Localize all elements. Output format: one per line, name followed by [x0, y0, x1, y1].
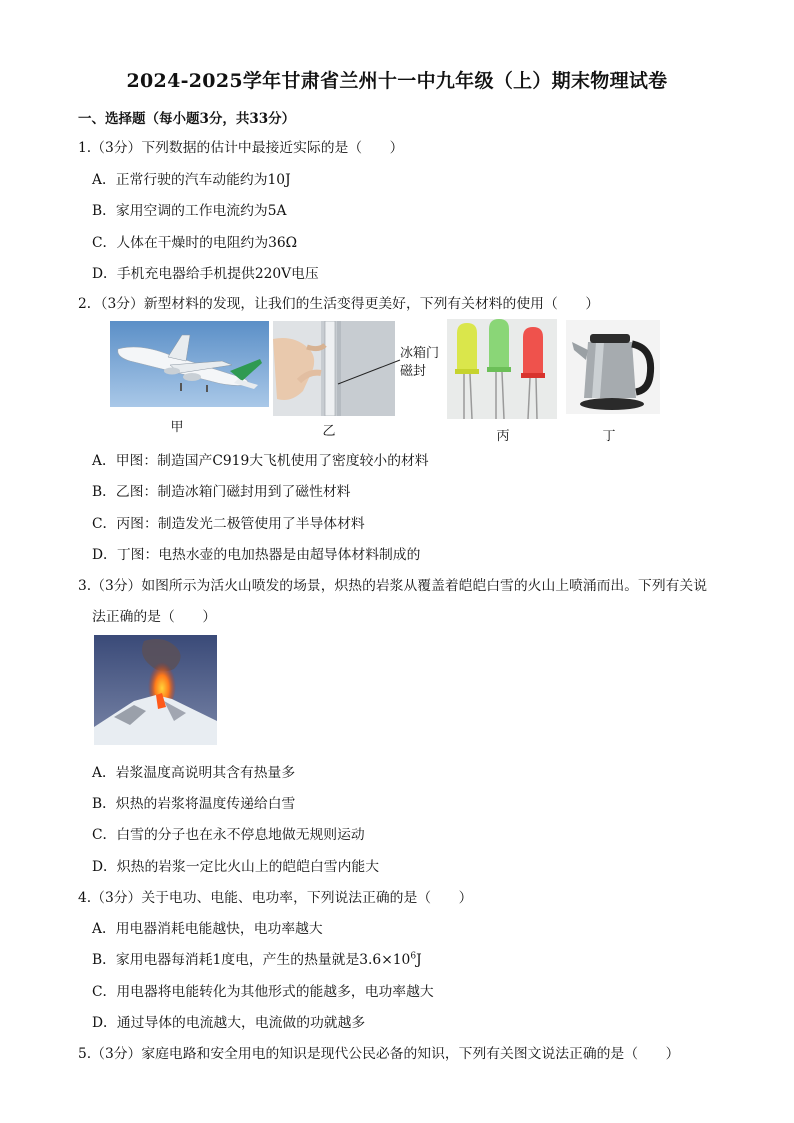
- question-1-option-d: D．手机充电器给手机提供220V电压: [92, 266, 319, 282]
- question-4-option-a: A．用电器消耗电能越快，电功率越大: [92, 921, 323, 937]
- question-4-option-c: C．用电器将电能转化为其他形式的能越多，电功率越大: [92, 984, 434, 1000]
- question-1-option-b: B．家用空调的工作电流约为5A: [92, 203, 287, 219]
- kettle-image: [566, 320, 660, 414]
- question-4-option-d: D．通过导体的电流越大，电流做的功就越多: [92, 1015, 366, 1031]
- question-3-option-d: D．炽热的岩浆一定比火山上的皑皑白雪内能大: [92, 859, 379, 875]
- question-2-option-c: C．丙图：制造发光二极管使用了半导体材料: [92, 516, 365, 532]
- question-3-stem-line-2: 法正确的是（ ）: [92, 609, 217, 625]
- question-3-option-c: C．白雪的分子也在永不停息地做无规则运动: [92, 827, 365, 843]
- question-4-option-b-text: B．家用电器每消耗1度电，产生的热量就是3.6×10: [92, 952, 411, 968]
- section-heading: 一、选择题（每小题3分，共33分）: [78, 111, 296, 127]
- caption-ding: 丁: [602, 429, 616, 444]
- page-title: 2024-2025学年甘肃省兰州十一中九年级（上）期末物理试卷: [126, 70, 668, 92]
- question-4-option-b-exponent: 6: [410, 951, 417, 962]
- question-2-option-d: D．丁图：电热水壶的电加热器是由超导体材料制成的: [92, 547, 421, 563]
- caption-bing: 丙: [496, 429, 510, 444]
- question-3-option-a: A．岩浆温度高说明其含有热量多: [92, 765, 296, 781]
- led-image: [447, 319, 557, 419]
- question-3-stem-line-1: 3.（3分）如图所示为活火山喷发的场景，炽热的岩浆从覆盖着皑皑白雪的火山上喷涌而出。下列有关说: [78, 578, 708, 594]
- question-4-option-b-unit: J: [416, 952, 422, 968]
- callout-leader-line: [336, 356, 402, 386]
- question-5-stem: 5.（3分）家庭电路和安全用电的知识是现代公民必备的知识，下列有关图文说法正确的是（ ）: [78, 1046, 680, 1062]
- question-2-option-b: B．乙图：制造冰箱门磁封用到了磁性材料: [92, 484, 351, 500]
- question-1-option-c: C．人体在干燥时的电阻约为36Ω: [92, 235, 298, 251]
- airplane-image: [110, 321, 269, 407]
- question-4-option-b: [92, 948, 422, 968]
- question-2-stem: 2．（3分）新型材料的发现，让我们的生活变得更美好，下列有关材料的使用（ ）: [78, 296, 600, 312]
- fridge-seal-callout: 冰箱门磁封: [400, 346, 440, 379]
- question-1-stem: 1.（3分）下列数据的估计中最接近实际的是（ ）: [78, 140, 404, 156]
- question-2-option-a: A．甲图：制造国产C919大飞机使用了密度较小的材料: [92, 453, 429, 469]
- caption-yi: 乙: [322, 424, 336, 439]
- volcano-image: [94, 635, 217, 745]
- question-3-option-b: B．炽热的岩浆将温度传递给白雪: [92, 796, 296, 812]
- question-4-stem: 4.（3分）关于电功、电能、电功率，下列说法正确的是（ ）: [78, 890, 473, 906]
- caption-jia: 甲: [170, 420, 184, 435]
- question-1-option-a: A．正常行驶的汽车动能约为10J: [92, 172, 291, 188]
